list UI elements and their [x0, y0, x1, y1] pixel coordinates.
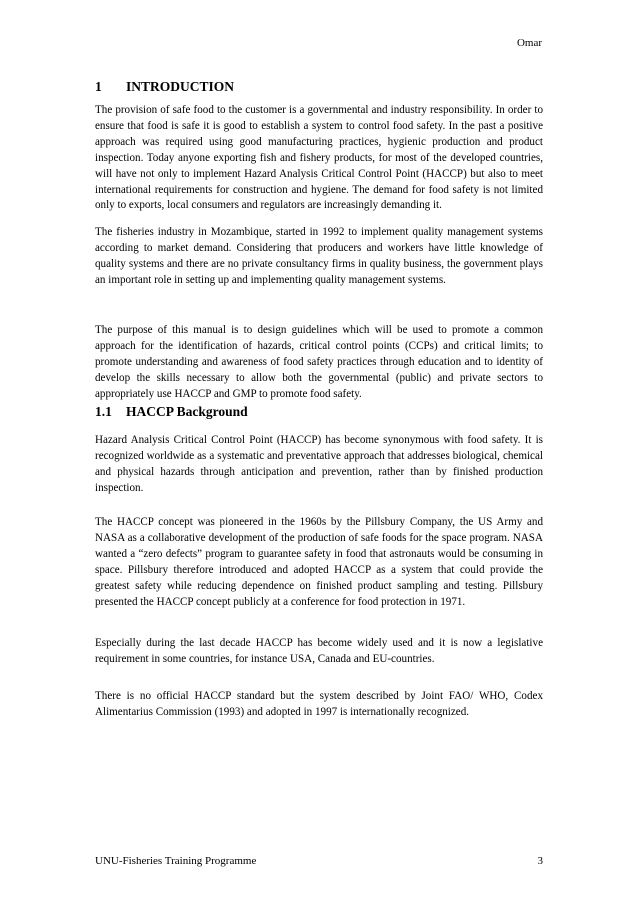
subsection-number: 1.1	[95, 404, 112, 419]
paragraph: There is no official HACCP standard but the system described by Joint FAO/ WHO, Codex Alimentarius Commission (1993) and adopted in 1997 is internationally recognized.	[95, 690, 543, 718]
header-author: Omar	[516, 37, 542, 49]
section-heading-introduction	[95, 79, 234, 95]
subsection-title: HACCP Background	[126, 404, 248, 419]
paragraph: The fisheries industry in Mozambique, started in 1992 to implement quality management systems according to market demand. Considering that producers and workers have little knowledge of quality systems and there are no private consultancy firms in quality business, the government plays an important role in setting up and implementing quality management systems.	[95, 226, 543, 286]
paragraph: The HACCP concept was pioneered in the 1960s by the Pillsbury Company, the US Army and NASA as a collaborative development of the production of safe foods for the space program. NASA wanted a “zero defects” program to guarantee safety in food that astronauts would be consuming in space. Pillsbury therefore introduced and adopted HACCP as a system that could provide the greatest safety while reducing dependence on finished product sampling and testing. Pillsbury presented the HACCP concept publicly at a conference for food protection in 1971.	[95, 516, 543, 608]
footer-organization: UNU-Fisheries Training Programme	[95, 855, 257, 867]
paragraph: The provision of safe food to the customer is a governmental and industry responsibility. In order to ensure that food is safe it is good to establish a system to control food safety. In the past a positive approach was required using good manufacturing practices, hygienic production and product inspection. Today anyone exporting fish and fishery products, for most of the developed countries, will have not only to implement Hazard Analysis Critical Control Point (HACCP) but also to meet international requirements for construction and hygiene. The demand for food safety is not limited only to exports, local consumers and regulators are increasingly demanding it.	[95, 104, 543, 212]
section-title: INTRODUCTION	[126, 79, 235, 94]
page-number: 3	[537, 855, 543, 867]
paragraph: The purpose of this manual is to design guidelines which will be used to promote a common approach for the identification of hazards, critical control points (CCPs) and critical limits; to promote understanding and awareness of food safety practices through education and to identity of develop the skills necessary to allow both the governmental (public) and private sectors to appropriately use HACCP and GMP to promote food safety.	[95, 324, 543, 400]
subsection-heading-haccp-background	[95, 404, 248, 420]
section-number: 1	[95, 79, 102, 94]
paragraph: Especially during the last decade HACCP has become widely used and it is now a legislative requirement in some countries, for instance USA, Canada and EU-countries.	[95, 637, 543, 665]
paragraph: Hazard Analysis Critical Control Point (HACCP) has become synonymous with food safety. It is recognized worldwide as a systematic and preventative approach that addresses biological, chemical and physical hazards through anticipation and prevention, rather than by finished production inspection.	[95, 434, 543, 494]
